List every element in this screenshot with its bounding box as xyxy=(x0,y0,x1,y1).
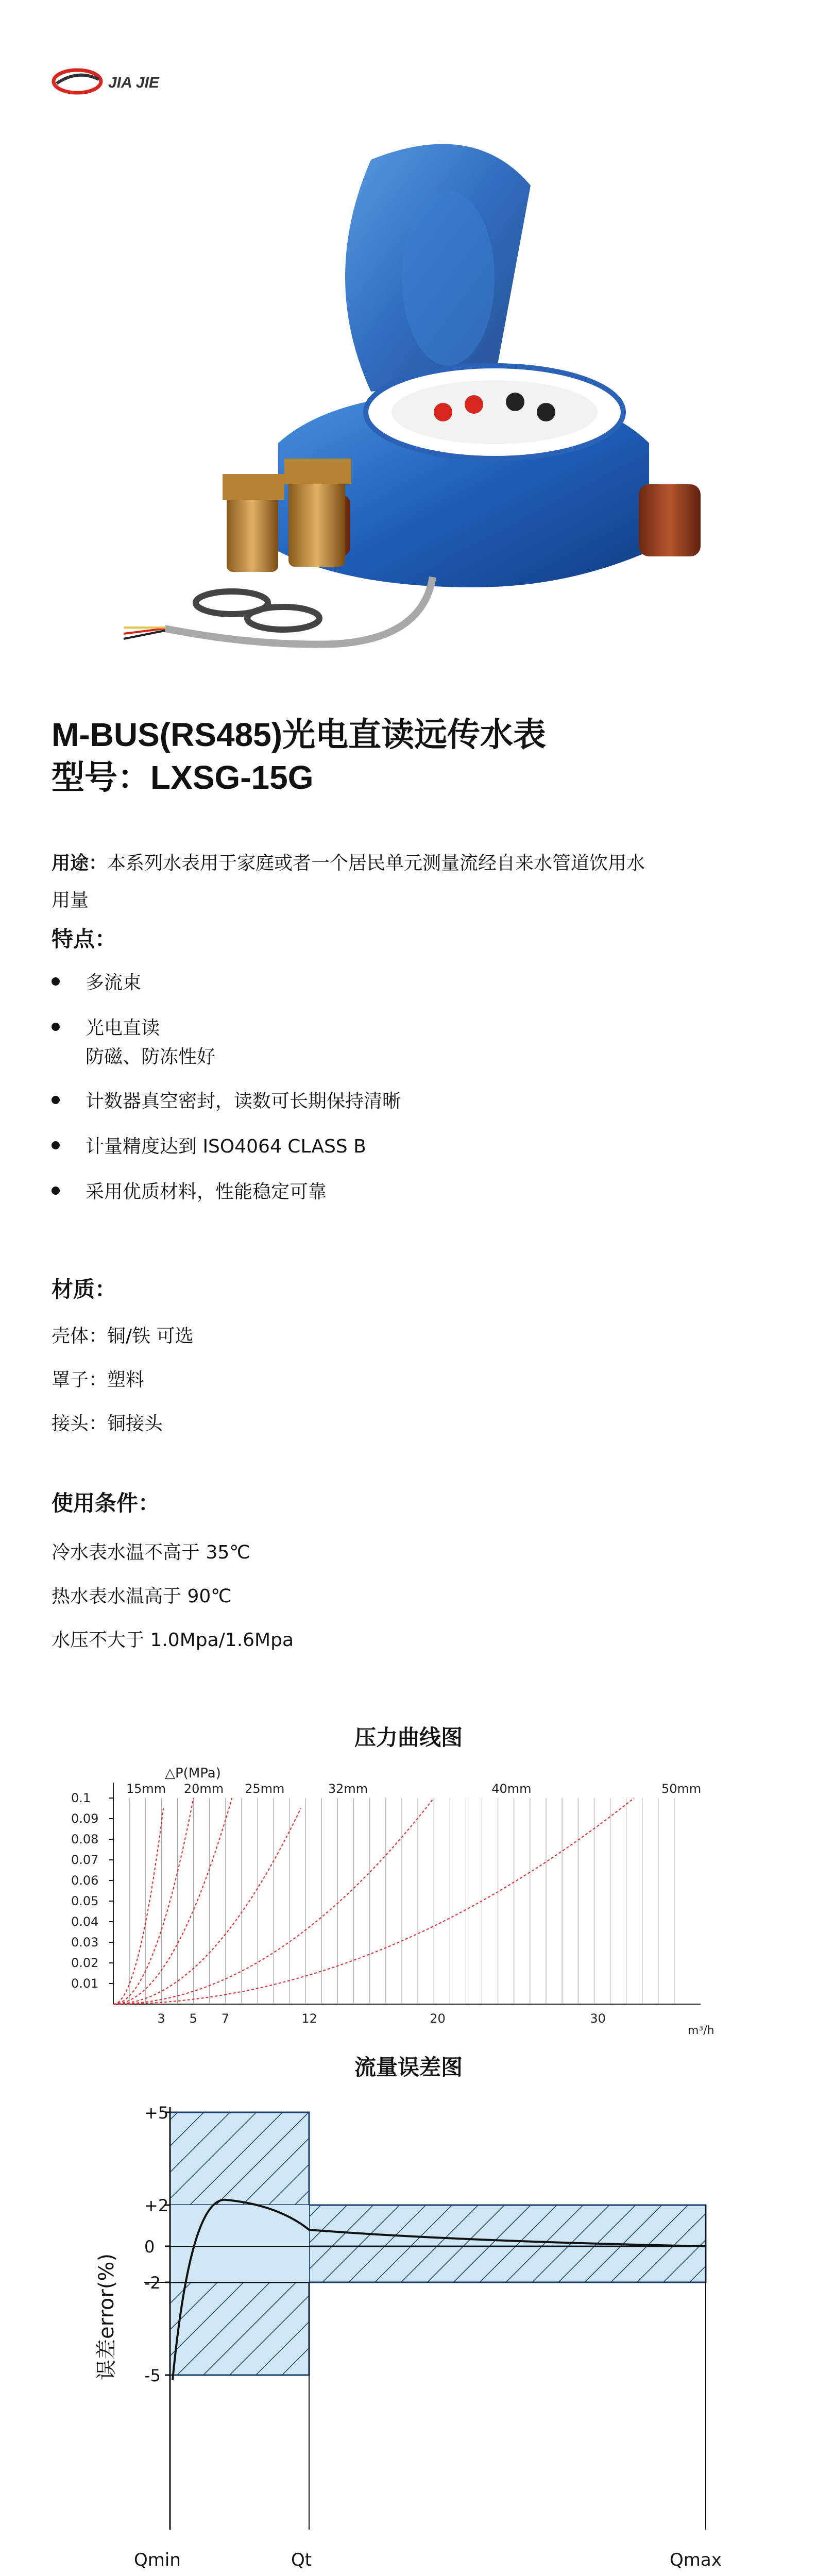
condition-item: 热水表水温高于 90℃ xyxy=(52,1586,232,1607)
logo-text: JIA JIE xyxy=(108,74,159,91)
pressure-curve-label: 25mm xyxy=(245,1782,285,1796)
usage-text-2: 用量 xyxy=(52,890,89,911)
pressure-y-tick: 0.09 xyxy=(71,1811,99,1826)
pressure-curves xyxy=(113,1798,634,2004)
pressure-y-tick: 0.07 xyxy=(71,1853,99,1867)
error-y-label: 误差error(%) xyxy=(95,2253,118,2380)
bullet-icon xyxy=(52,1187,60,1195)
error-x-label-qmax: Qmax xyxy=(670,2550,722,2570)
error-band-low-lower xyxy=(170,2282,309,2375)
condition-item: 水压不大于 1.0Mpa/1.6Mpa xyxy=(52,1630,294,1651)
pressure-y-tick: 0.06 xyxy=(71,1873,99,1888)
error-y-tick: 0 xyxy=(144,2237,155,2257)
pressure-x-tick: 7 xyxy=(221,2011,230,2026)
material-item: 罩子：塑料 xyxy=(52,1369,145,1391)
pressure-x-tick: 3 xyxy=(157,2011,165,2026)
pressure-curve-label: 40mm xyxy=(491,1782,532,1796)
pressure-y-label: △P(MPa) xyxy=(165,1766,221,1781)
product-model: 型号：LXSG-15G xyxy=(52,759,314,796)
pressure-curve xyxy=(113,1808,163,2004)
pressure-curve xyxy=(113,1798,232,2004)
error-y-tick: +5 xyxy=(144,2103,169,2123)
error-chart xyxy=(93,2092,731,2576)
feature-item: 计数器真空密封，读数可长期保持清晰 xyxy=(52,1087,401,1116)
usage-section xyxy=(52,845,773,919)
pressure-curve xyxy=(113,1808,301,2004)
pressure-y-tick: 0.01 xyxy=(71,1976,99,1991)
pressure-curve xyxy=(113,1798,194,2004)
condition-item: 冷水表水温不高于 35℃ xyxy=(52,1542,250,1563)
pressure-x-tick: 30 xyxy=(590,2011,606,2026)
bullet-icon xyxy=(52,977,60,986)
pressure-curve xyxy=(113,1798,634,2004)
pressure-y-tick: 0.08 xyxy=(71,1832,99,1846)
material-item: 壳体：铜/铁 可选 xyxy=(52,1326,194,1347)
pressure-x-tick: 12 xyxy=(301,2011,317,2026)
usage-text-1: 本系列水表用于家庭或者一个居民单元测量流经自来水管道饮用水 xyxy=(107,853,645,874)
materials-label: 材质： xyxy=(52,1277,117,1302)
bullet-icon xyxy=(52,1141,60,1149)
error-chart-title: 流量误差图 xyxy=(354,2055,463,2080)
error-band-low-upper xyxy=(170,2112,309,2205)
features-label: 特点： xyxy=(52,926,117,952)
bullet-icon xyxy=(52,1023,60,1031)
pressure-x-tick: 5 xyxy=(189,2011,197,2026)
feature-item: 采用优质材料，性能稳定可靠 xyxy=(52,1178,327,1207)
pressure-y-tick: 0.04 xyxy=(71,1914,99,1929)
product-photo xyxy=(103,124,747,696)
pressure-x-tick: 20 xyxy=(430,2011,446,2026)
pressure-curve-label: 15mm xyxy=(126,1782,166,1796)
bullet-icon xyxy=(52,1096,60,1104)
error-y-tick: +2 xyxy=(144,2196,169,2215)
pressure-curve-label: 32mm xyxy=(328,1782,368,1796)
error-y-tick: -2 xyxy=(144,2273,161,2293)
product-title: M-BUS(RS485)光电直读远传水表 xyxy=(52,716,547,753)
pressure-chart-title: 压力曲线图 xyxy=(354,1725,463,1750)
pressure-y-tick: 0.1 xyxy=(71,1791,91,1805)
pressure-y-tick: 0.02 xyxy=(71,1956,99,1970)
feature-item: 光电直读 防磁、防冻性好 xyxy=(52,1014,215,1072)
error-band-high-lower xyxy=(309,2246,706,2282)
error-ticks xyxy=(144,2103,170,2385)
pressure-curve-label: 20mm xyxy=(183,1782,224,1796)
pressure-y-tick: 0.03 xyxy=(71,1935,99,1950)
pressure-labels xyxy=(71,1782,701,2026)
material-item: 接头：铜接头 xyxy=(52,1413,163,1434)
error-x-label-qt: Qt xyxy=(291,2550,312,2570)
pressure-curve-label: 50mm xyxy=(661,1782,702,1796)
logo-mark-icon xyxy=(52,66,103,97)
feature-item: 多流束 xyxy=(52,969,141,997)
pressure-chart xyxy=(52,1762,783,2040)
pressure-y-tick: 0.05 xyxy=(71,1894,99,1908)
error-y-tick: -5 xyxy=(144,2366,161,2385)
usage-label: 用途： xyxy=(52,853,108,874)
feature-item: 计量精度达到 ISO4064 CLASS B xyxy=(52,1132,366,1161)
error-x-label-qmin: Qmin xyxy=(134,2550,181,2570)
conditions-label: 使用条件： xyxy=(52,1490,160,1516)
brand-logo xyxy=(52,66,175,97)
pressure-x-label: m³/h xyxy=(688,2024,714,2037)
